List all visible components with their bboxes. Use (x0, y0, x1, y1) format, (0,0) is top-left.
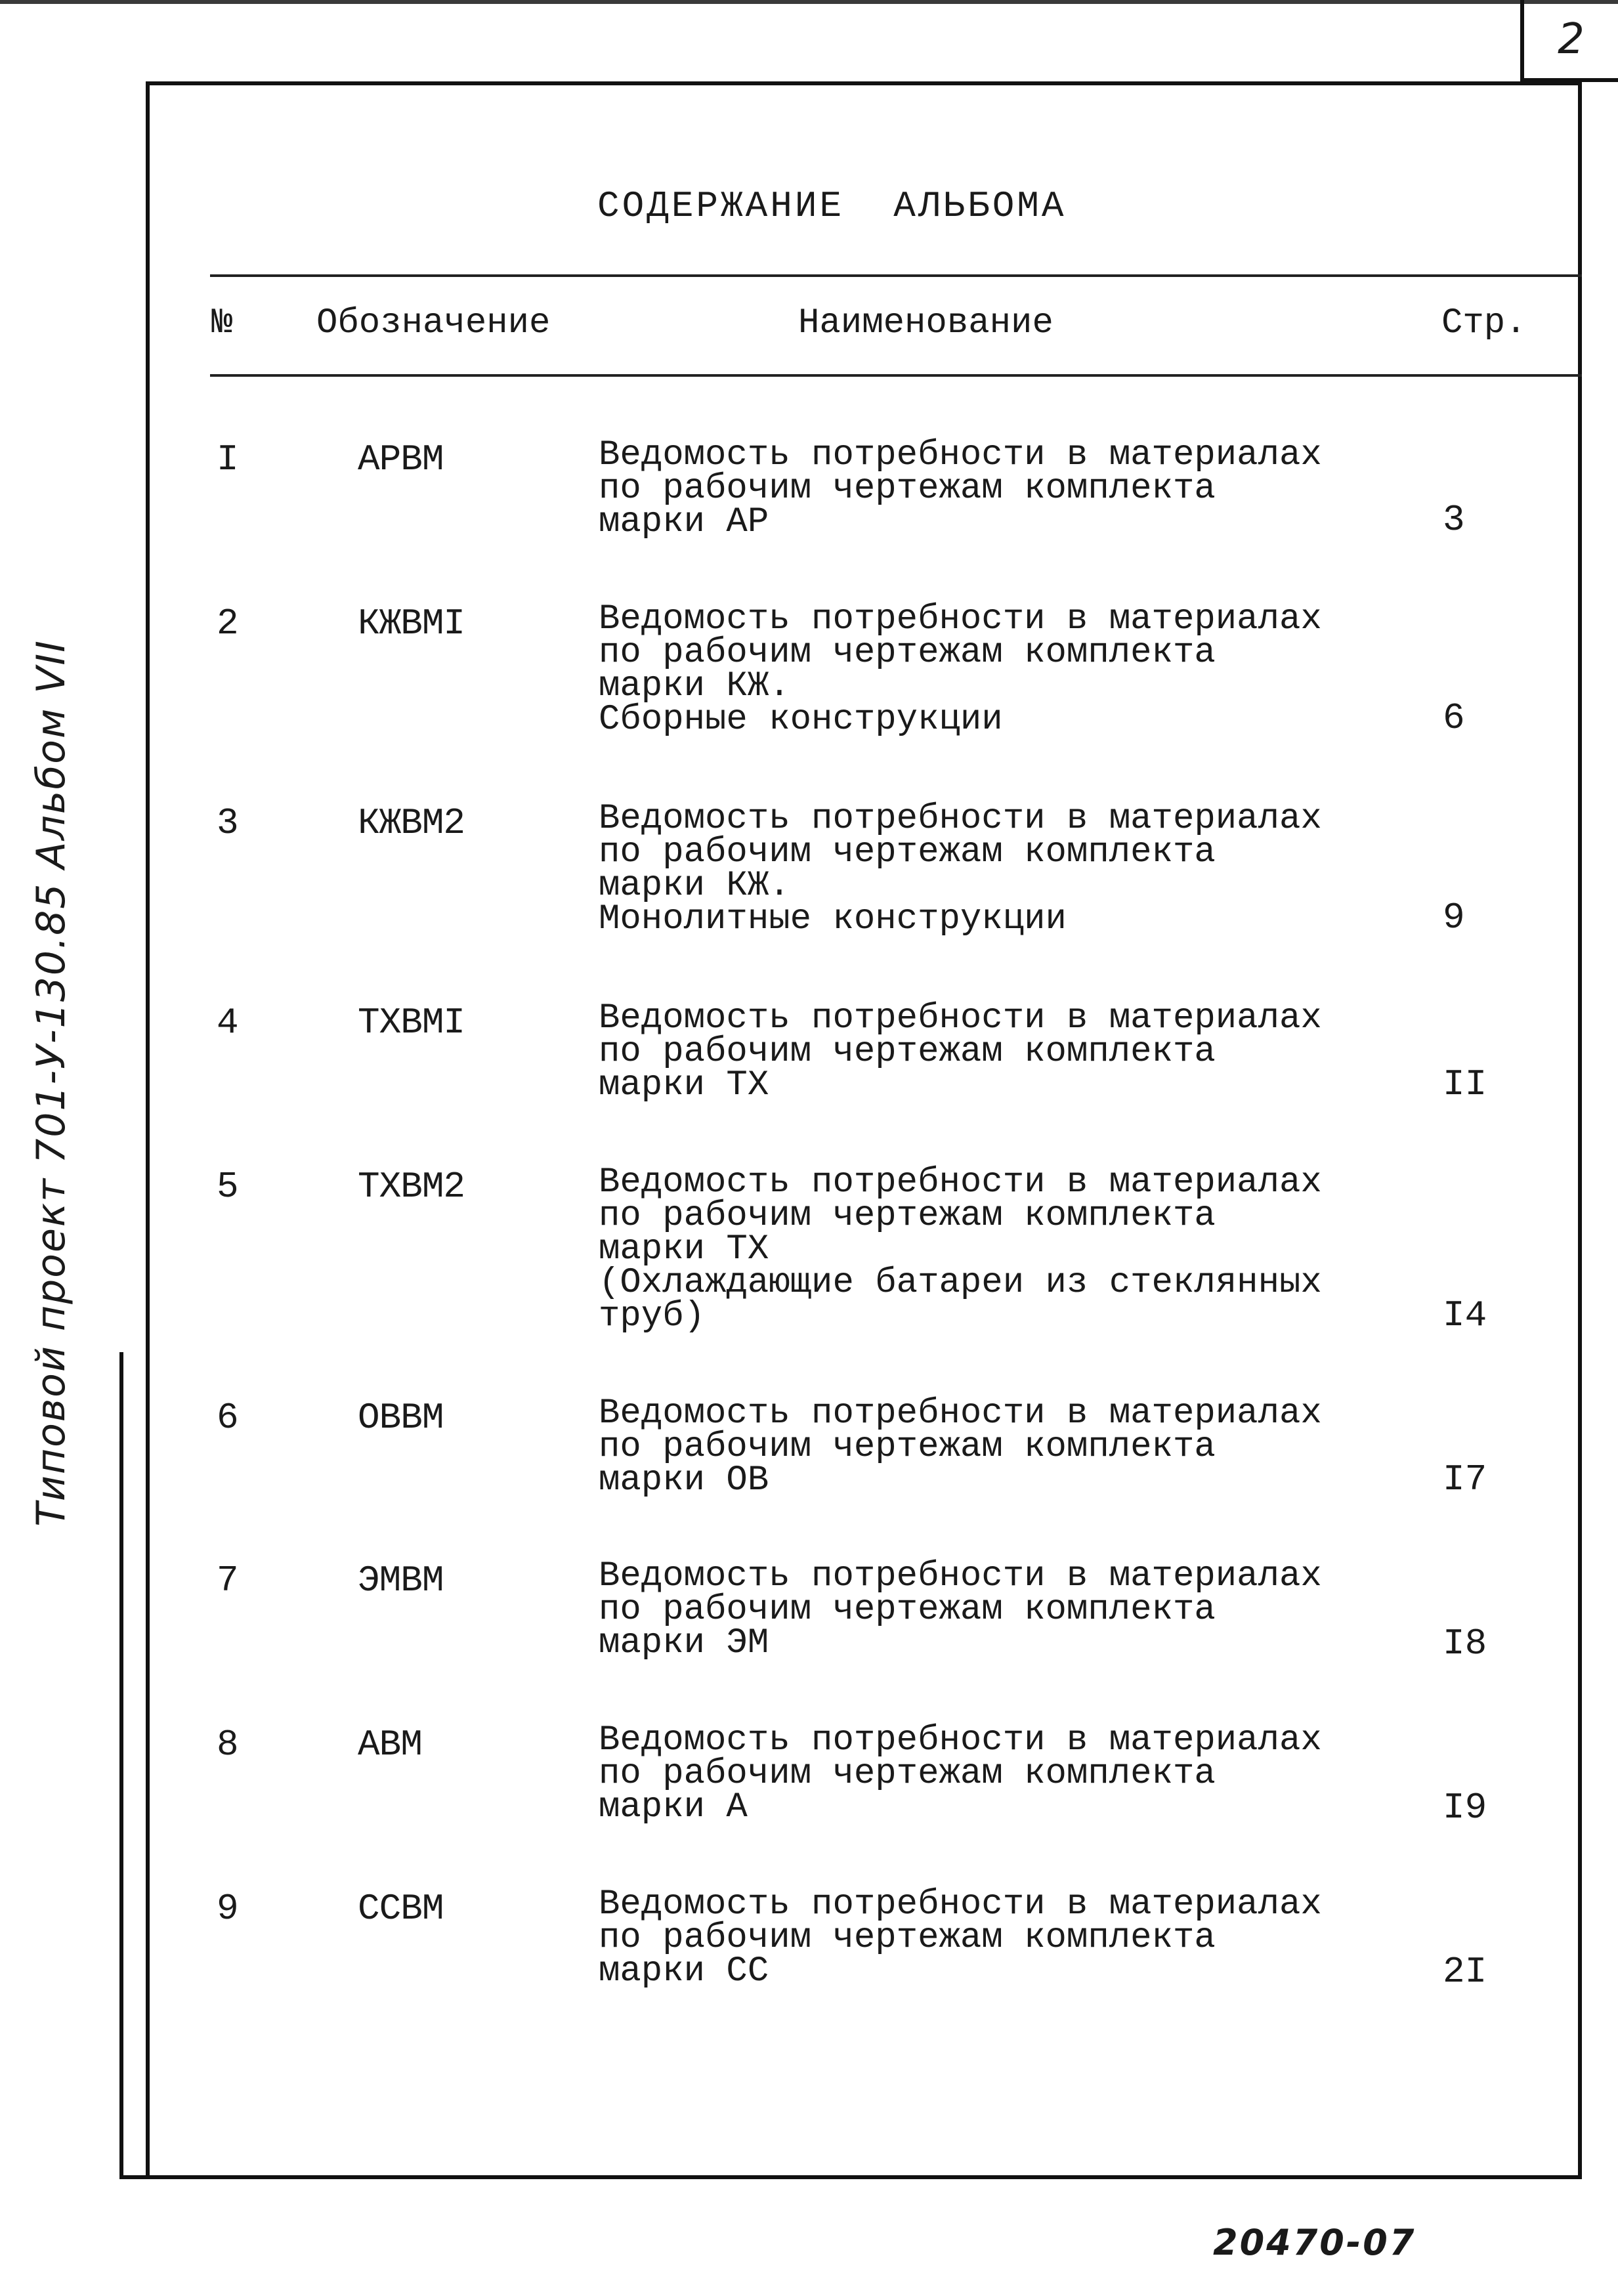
row-name-line: марки ОВ (599, 1460, 769, 1500)
row-number: 4 (217, 1002, 239, 1044)
row-code: АРВМ (358, 438, 444, 480)
row-page: I7 (1443, 1458, 1487, 1500)
row-name-line: марки СС (599, 1951, 769, 1991)
table-header-bottom-rule (210, 374, 1582, 377)
row-name-line: по рабочим чертежам комплекта (599, 1590, 1216, 1630)
row-name-line: по рабочим чертежам комплекта (599, 1918, 1216, 1958)
row-name-line: по рабочим чертежам комплекта (599, 1196, 1216, 1236)
row-name (599, 998, 1322, 1105)
row-name-line: труб) (599, 1296, 706, 1336)
row-name (599, 1393, 1322, 1500)
row-name-line: Ведомость потребности в материалах (599, 1162, 1322, 1202)
table-header-top-rule (210, 274, 1582, 277)
row-name-line: марки А (599, 1787, 748, 1827)
column-header-number: № (211, 303, 233, 343)
row-name (599, 799, 1322, 939)
row-name-line: марки ТХ (599, 1229, 769, 1269)
row-code: ТХВМI (358, 1002, 465, 1044)
row-page: 3 (1443, 499, 1465, 541)
row-name-line: Ведомость потребности в материалах (599, 998, 1322, 1038)
row-name-line: марки ТХ (599, 1065, 769, 1105)
row-name (599, 1556, 1322, 1663)
row-number: 7 (217, 1560, 239, 1602)
page-number-box (1520, 0, 1618, 82)
row-page: I4 (1443, 1294, 1487, 1336)
row-name-line: по рабочим чертежам комплекта (599, 832, 1216, 872)
album-title: СОДЕРЖАНИЕ АЛЬБОМА (597, 185, 1067, 227)
row-name-line: по рабочим чертежам комплекта (599, 1032, 1216, 1072)
row-name (599, 1162, 1322, 1336)
row-number: 8 (217, 1724, 239, 1766)
row-name-line: Ведомость потребности в материалах (599, 1393, 1322, 1434)
row-page: 2I (1443, 1951, 1487, 1993)
row-name-line: марки КЖ. (599, 666, 790, 706)
row-number: 3 (217, 802, 239, 844)
row-page: I9 (1443, 1787, 1487, 1829)
row-name-line: по рабочим чертежам комплекта (599, 1427, 1216, 1467)
row-number: 6 (217, 1397, 239, 1439)
row-name-line: Ведомость потребности в материалах (599, 435, 1322, 475)
row-name-line: Ведомость потребности в материалах (599, 1556, 1322, 1596)
row-code: АВМ (358, 1724, 422, 1766)
row-name-line: Сборные конструкции (599, 700, 1003, 740)
drawing-frame (146, 81, 1582, 2179)
row-number: 5 (217, 1166, 239, 1208)
row-name (599, 435, 1322, 542)
row-name-line: Ведомость потребности в материалах (599, 799, 1322, 839)
row-number: 9 (217, 1888, 239, 1930)
row-page: II (1443, 1063, 1487, 1105)
page-number: 2 (1558, 14, 1585, 64)
row-number: I (217, 438, 239, 480)
row-name-line: Ведомость потребности в материалах (599, 1720, 1322, 1760)
row-page: I8 (1443, 1623, 1487, 1665)
scan-edge (0, 0, 1618, 4)
row-name-line: марки АР (599, 502, 769, 542)
row-code: КЖВМI (358, 603, 465, 645)
row-name-line: марки КЖ. (599, 866, 790, 906)
drawing-frame-left-lower (119, 1352, 123, 2179)
row-name-line: Ведомость потребности в материалах (599, 1884, 1322, 1924)
side-stamp-text: Типовой проект 701-У-130.85 Альбом VII (28, 639, 74, 1527)
column-header-name: Наименование (798, 303, 1054, 343)
row-name-line: марки ЭМ (599, 1623, 769, 1663)
row-page: 9 (1443, 897, 1465, 939)
row-number: 2 (217, 603, 239, 645)
row-name (599, 599, 1322, 740)
row-name-line: (Охлаждающие батареи из стеклянных (599, 1263, 1322, 1303)
row-code: КЖВМ2 (358, 802, 465, 844)
row-code: ТХВМ2 (358, 1166, 465, 1208)
row-code: ССВМ (358, 1888, 444, 1930)
row-name-line: Ведомость потребности в материалах (599, 599, 1322, 639)
row-name-line: по рабочим чертежам комплекта (599, 469, 1216, 509)
column-header-page: Стр. (1441, 303, 1527, 343)
row-name-line: Монолитные конструкции (599, 899, 1067, 939)
row-code: ОВВМ (358, 1397, 444, 1439)
row-name (599, 1884, 1322, 1991)
column-header-designation: Обозначение (316, 303, 551, 343)
row-code: ЭМВМ (358, 1560, 444, 1602)
row-name (599, 1720, 1322, 1827)
row-name-line: по рабочим чертежам комплекта (599, 1754, 1216, 1794)
row-name-line: по рабочим чертежам комплекта (599, 633, 1216, 673)
row-page: 6 (1443, 697, 1465, 739)
document-code: 20470-07 (1213, 2222, 1416, 2263)
drawing-frame-bottom (119, 2175, 1582, 2179)
